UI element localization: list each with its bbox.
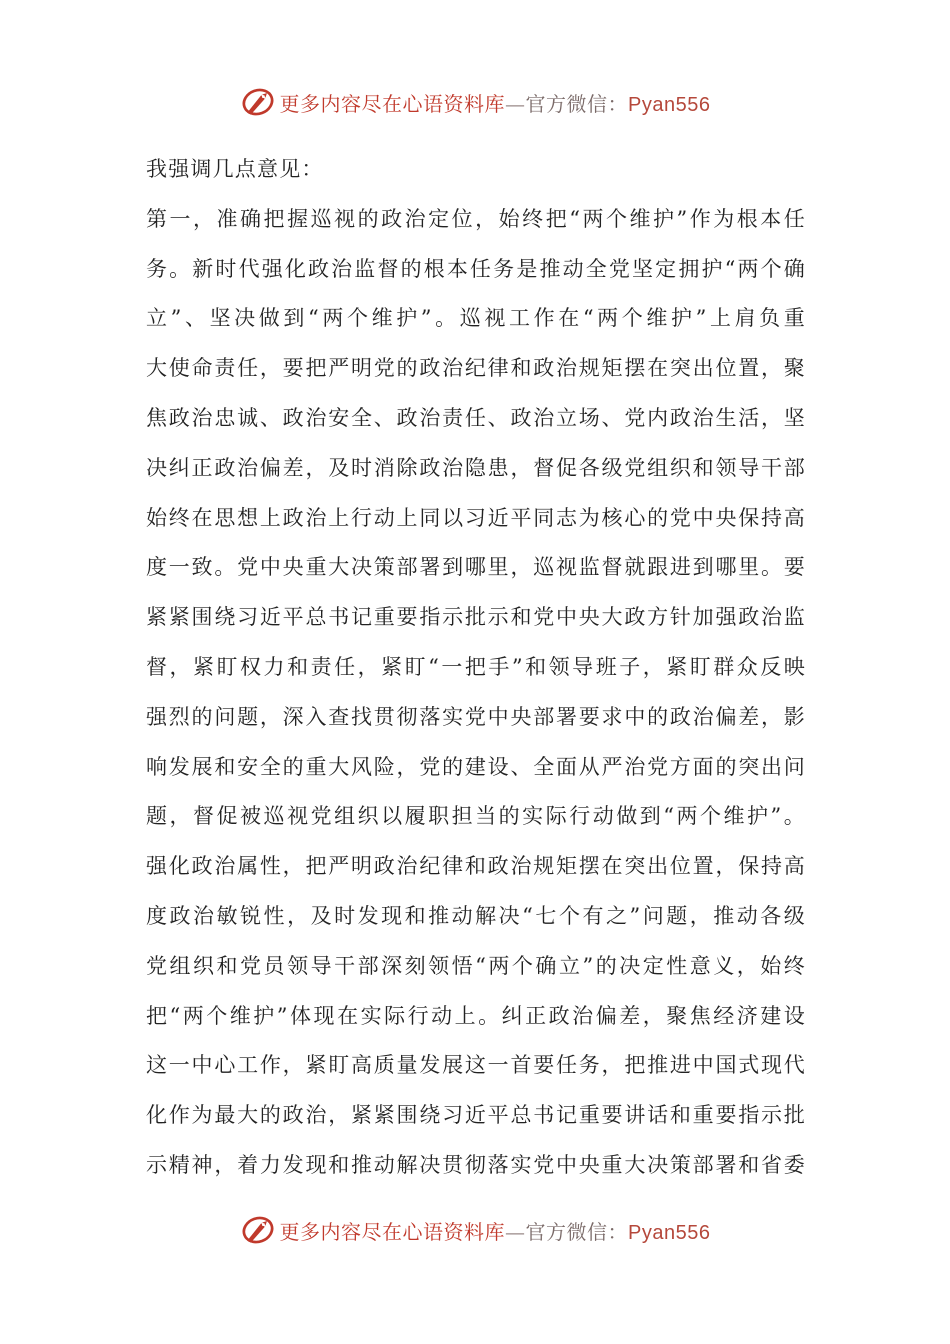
body-line: 度一致。党中央重大决策部署到哪里，巡视监督就跟进到哪里。要	[146, 555, 806, 580]
footer-watermark	[0, 1208, 950, 1252]
pen-nib-logo-icon	[240, 84, 276, 120]
document-body	[146, 145, 806, 1191]
body-line: 强烈的问题，深入查找贯彻落实党中央部署要求中的政治偏差，影	[146, 704, 806, 729]
watermark-weixin-label: 官方微信：	[525, 1219, 629, 1244]
body-line: 决纠正政治偏差，及时消除政治隐患，督促各级党组织和领导干部	[146, 455, 806, 480]
pen-nib-logo-icon	[240, 1212, 276, 1248]
body-line: 把“两个维护”体现在实际行动上。纠正政治偏差，聚焦经济建设	[146, 1003, 806, 1028]
body-line: 题，督促被巡视党组织以履职担当的实际行动做到“两个维护”。	[146, 804, 806, 829]
body-line: 示精神，着力发现和推动解决贯彻落实党中央重大决策部署和省委	[146, 1152, 806, 1177]
body-line: 焦政治忠诚、政治安全、政治责任、政治立场、党内政治生活，坚	[146, 405, 806, 430]
body-line: 强化政治属性，把严明政治纪律和政治规矩摆在突出位置，保持高	[146, 854, 806, 879]
body-line: 督，紧盯权力和责任，紧盯“一把手”和领导班子，紧盯群众反映	[146, 654, 806, 679]
watermark-main-text: 更多内容尽在心语资料库	[279, 91, 506, 116]
body-line: 始终在思想上政治上行动上同以习近平同志为核心的党中央保持高	[146, 505, 806, 530]
body-line: 立”、坚决做到“两个维护”。巡视工作在“两个维护”上肩负重	[146, 306, 806, 331]
body-line: 紧紧围绕习近平总书记重要指示批示和党中央大政方针加强政治监	[146, 605, 806, 630]
watermark-weixin-id: Pyan556	[628, 1221, 711, 1244]
body-line: 大使命责任，要把严明党的政治纪律和政治规矩摆在突出位置，聚	[146, 356, 806, 381]
watermark-separator: —	[505, 1219, 526, 1244]
watermark-weixin-id: Pyan556	[628, 93, 711, 116]
body-line: 我强调几点意见：	[146, 157, 324, 181]
body-line: 响发展和安全的重大风险，党的建设、全面从严治党方面的突出问	[146, 754, 806, 779]
body-line: 度政治敏锐性，及时发现和推动解决“七个有之”问题，推动各级	[146, 903, 806, 928]
watermark-separator: —	[505, 91, 526, 116]
body-line: 这一中心工作，紧盯高质量发展这一首要任务，把推进中国式现代	[146, 1053, 806, 1078]
body-line: 党组织和党员领导干部深刻领悟“两个确立”的决定性意义，始终	[146, 953, 806, 978]
body-line: 化作为最大的政治，紧紧围绕习近平总书记重要讲话和重要指示批	[146, 1103, 806, 1128]
watermark-weixin-label: 官方微信：	[525, 91, 629, 116]
body-line: 第一，准确把握巡视的政治定位，始终把“两个维护”作为根本任	[146, 206, 806, 231]
body-line: 务。新时代强化政治监督的根本任务是推动全党坚定拥护“两个确	[146, 256, 806, 281]
watermark-main-text: 更多内容尽在心语资料库	[279, 1219, 506, 1244]
header-watermark	[0, 80, 950, 124]
